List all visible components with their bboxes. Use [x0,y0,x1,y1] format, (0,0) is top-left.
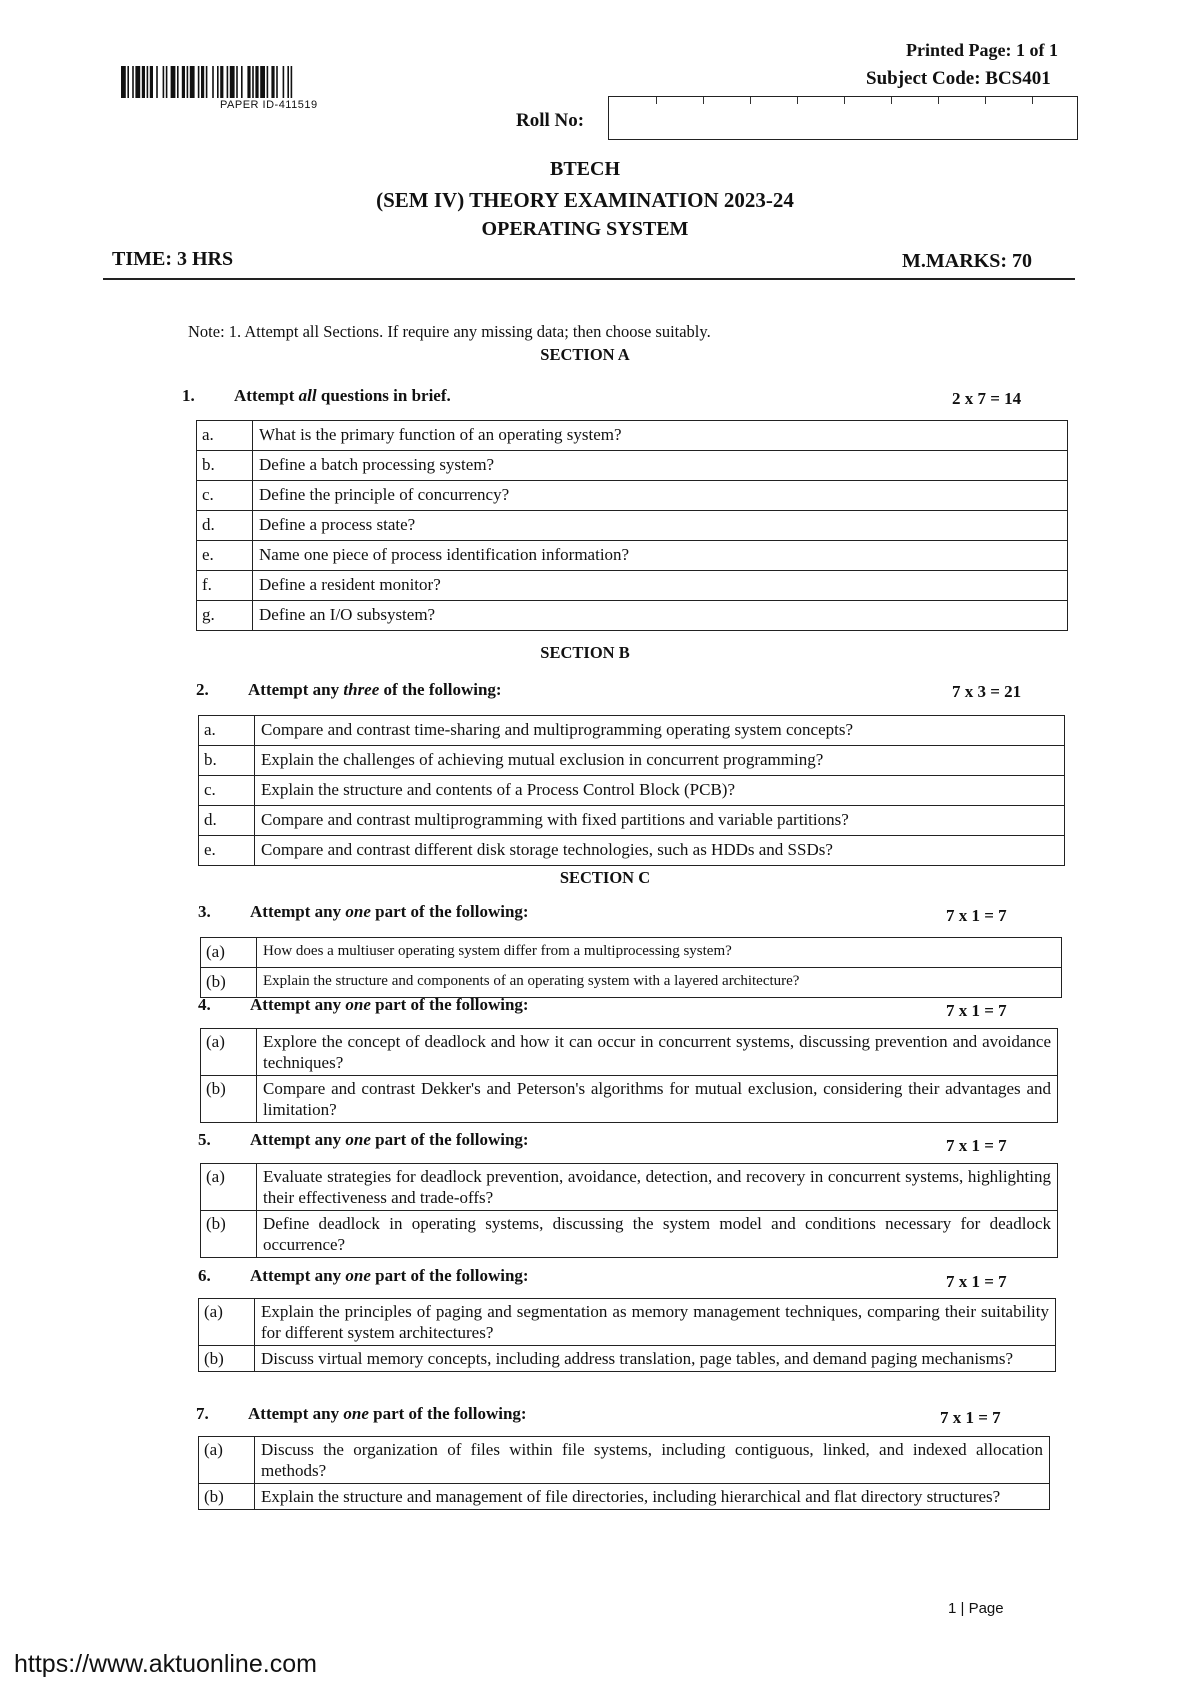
question-part-row [199,1484,1050,1510]
part-text: Discuss virtual memory concepts, including address translation, page tables, and demand paging mechanisms? [255,1346,1056,1372]
question-number: 2. [196,680,209,699]
question-4-heading [198,995,529,1015]
question-part-row [197,571,1068,601]
part-text: Name one piece of process identification information? [253,541,1068,571]
program-title: BTECH [549,158,621,180]
part-label: (a) [201,1029,257,1076]
question-part-row [201,938,1062,968]
exam-time: TIME: 3 HRS [112,248,234,270]
question-instruction: Attempt any one part of the following: [250,1266,529,1285]
question-6-heading [198,1266,529,1286]
question-part-row [197,421,1068,451]
question-part-row [201,1211,1058,1258]
question-part-row [199,716,1065,746]
question-instruction: Attempt any one part of the following: [248,1404,527,1423]
part-label: (b) [201,1076,257,1123]
question-part-row [199,746,1065,776]
question-part-row [197,451,1068,481]
instructions-note: Note: 1. Attempt all Sections. If require any missing data; then choose suitably. [188,322,711,341]
part-label: f. [197,571,253,601]
section-c-heading: SECTION C [559,868,651,887]
part-text: Explain the principles of paging and segmentation as memory management techniques, comparing their suitability for different system architectures? [255,1299,1056,1346]
website-url[interactable]: https://www.aktuonline.com [14,1650,317,1678]
part-text: Define a batch processing system? [253,451,1068,481]
part-text: Evaluate strategies for deadlock prevention, avoidance, detection, and recovery in concurrent systems, highlighting their effectiveness and trade-offs? [257,1164,1058,1211]
question-part-row [197,481,1068,511]
question-part-row [201,1164,1058,1211]
part-label: c. [199,776,255,806]
part-text: Explore the concept of deadlock and how it can occur in concurrent systems, discussing prevention and avoidance techniques? [257,1029,1058,1076]
part-text: Compare and contrast different disk storage technologies, such as HDDs and SSDs? [255,836,1065,866]
part-label: (a) [199,1299,255,1346]
question-part-row [199,836,1065,866]
part-label: g. [197,601,253,631]
question-part-row [197,511,1068,541]
barcode-image [121,66,459,98]
part-label: (a) [199,1437,255,1484]
question-7-heading [196,1404,527,1424]
part-label: b. [197,451,253,481]
part-label: a. [197,421,253,451]
part-text: Define an I/O subsystem? [253,601,1068,631]
part-label: (b) [199,1484,255,1510]
question-5-marks: 7 x 1 = 7 [946,1136,1007,1155]
part-text: Define a resident monitor? [253,571,1068,601]
question-3-heading [198,902,529,922]
part-text: Compare and contrast multiprogramming with fixed partitions and variable partitions? [255,806,1065,836]
question-instruction: Attempt any three of the following: [248,680,502,699]
question-2-heading [196,680,502,700]
part-text: Explain the structure and management of file directories, including hierarchical and flat directory structures? [255,1484,1050,1510]
part-label: e. [199,836,255,866]
question-part-row [199,1346,1056,1372]
roll-no-box[interactable] [608,96,1078,140]
part-label: c. [197,481,253,511]
paper-id: PAPER ID-411519 [220,99,318,111]
question-instruction: Attempt any one part of the following: [250,902,529,921]
question-4-table [200,1028,1058,1123]
question-1-heading [182,386,451,406]
question-part-row [197,601,1068,631]
question-5-heading [198,1130,529,1150]
question-instruction: Attempt any one part of the following: [250,1130,529,1149]
exam-title: (SEM IV) THEORY EXAMINATION 2023-24 [376,188,794,212]
question-7-marks: 7 x 1 = 7 [940,1408,1001,1427]
section-b-heading: SECTION B [540,643,630,662]
max-marks: M.MARKS: 70 [902,250,1032,272]
question-3-marks: 7 x 1 = 7 [946,906,1007,925]
question-part-row [199,1299,1056,1346]
header-divider [103,278,1075,280]
subject-code: Subject Code: BCS401 [866,68,1051,89]
question-instruction: Attempt any one part of the following: [250,995,529,1014]
printed-page: Printed Page: 1 of 1 [906,40,1058,60]
question-5-table [200,1163,1058,1258]
question-part-row [201,1076,1058,1123]
part-text: Explain the structure and components of an operating system with a layered architecture? [257,968,1062,998]
question-6-table [198,1298,1056,1372]
question-number: 3. [198,902,211,921]
roll-no-label: Roll No: [516,110,585,131]
part-text: Compare and contrast Dekker's and Peterson's algorithms for mutual exclusion, considering their advantages and limitation? [257,1076,1058,1123]
question-number: 6. [198,1266,211,1285]
part-label: b. [199,746,255,776]
part-label: e. [197,541,253,571]
question-6-marks: 7 x 1 = 7 [946,1272,1007,1291]
question-instruction: Attempt all questions in brief. [234,386,451,405]
page-number: 1 | Page [948,1600,1004,1617]
question-1-table [196,420,1068,631]
part-label: (b) [201,1211,257,1258]
question-part-row [199,806,1065,836]
question-4-marks: 7 x 1 = 7 [946,1001,1007,1020]
part-label: (a) [201,938,257,968]
question-part-row [199,1437,1050,1484]
part-text: Explain the challenges of achieving mutual exclusion in concurrent programming? [255,746,1065,776]
question-part-row [199,776,1065,806]
section-a-heading: SECTION A [540,345,630,364]
part-label: (b) [199,1346,255,1372]
part-text: Explain the structure and contents of a Process Control Block (PCB)? [255,776,1065,806]
question-number: 1. [182,386,195,405]
part-label: d. [197,511,253,541]
question-number: 4. [198,995,211,1014]
question-part-row [197,541,1068,571]
question-2-table [198,715,1065,866]
part-text: Compare and contrast time-sharing and multiprogramming operating system concepts? [255,716,1065,746]
question-3-table [200,937,1062,998]
question-number: 5. [198,1130,211,1149]
part-text: How does a multiuser operating system differ from a multiprocessing system? [257,938,1062,968]
subject-title: OPERATING SYSTEM [481,218,689,240]
part-text: What is the primary function of an operating system? [253,421,1068,451]
part-label: d. [199,806,255,836]
question-number: 7. [196,1404,209,1423]
question-part-row [201,1029,1058,1076]
question-2-marks: 7 x 3 = 21 [952,682,1022,701]
part-text: Define deadlock in operating systems, discussing the system model and conditions necessary for deadlock occurrence? [257,1211,1058,1258]
part-text: Define a process state? [253,511,1068,541]
part-label: a. [199,716,255,746]
part-label: (a) [201,1164,257,1211]
part-text: Discuss the organization of files within file systems, including contiguous, linked, and indexed allocation methods? [255,1437,1050,1484]
question-7-table [198,1436,1050,1510]
question-part-row [201,968,1062,998]
question-1-marks: 2 x 7 = 14 [952,389,1022,408]
part-text: Define the principle of concurrency? [253,481,1068,511]
part-label: (b) [201,968,257,998]
